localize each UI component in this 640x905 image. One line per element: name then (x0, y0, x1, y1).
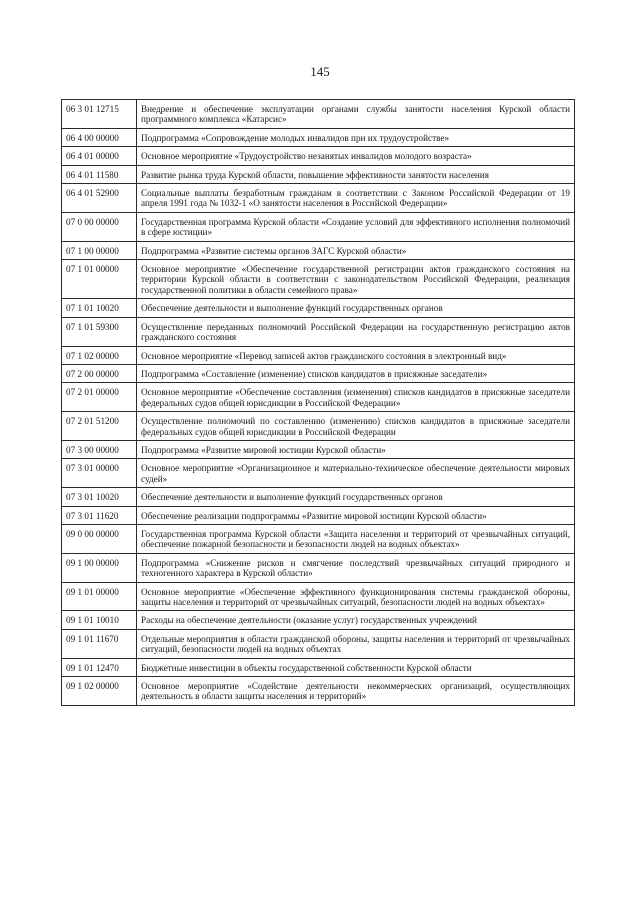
budget-code-cell: 07 1 02 00000 (62, 346, 137, 364)
budget-code-cell: 09 1 01 10010 (62, 611, 137, 629)
budget-code-cell: 09 1 01 12470 (62, 658, 137, 676)
budget-code-cell: 07 2 01 51200 (62, 412, 137, 441)
description-cell: Основное мероприятие «Обеспечение эффективного функционирования системы гражданской обороны, защиты населения и территорий от чрезвычайных ситуаций, безопасности людей на водных объектах» (137, 582, 575, 611)
description-cell: Социальные выплаты безработным гражданам в соответствии с Законом Российской Федерации от 19 апреля 1991 года № 1032-1 «О занятости населения в Российской Федерации» (137, 184, 575, 213)
table-row (62, 459, 575, 488)
table-row (62, 677, 575, 706)
budget-code-cell: 06 4 00 00000 (62, 128, 137, 146)
budget-code-cell: 06 3 01 12715 (62, 100, 137, 129)
description-cell: Отдельные мероприятия в области гражданской обороны, защиты населения и территорий от чрезвычайных ситуаций, безопасности людей на водных объектах (137, 629, 575, 658)
table-row (62, 128, 575, 146)
table-row (62, 346, 575, 364)
budget-code-cell: 07 1 00 00000 (62, 241, 137, 259)
budget-code-cell: 07 0 00 00000 (62, 212, 137, 241)
table-row (62, 100, 575, 129)
budget-code-cell: 09 1 01 00000 (62, 582, 137, 611)
description-cell: Основное мероприятие «Трудоустройство незанятых инвалидов молодого возраста» (137, 147, 575, 165)
description-cell: Подпрограмма «Составление (изменение) списков кандидатов в присяжные заседатели» (137, 364, 575, 382)
budget-code-cell: 07 3 01 00000 (62, 459, 137, 488)
budget-code-cell: 06 4 01 52900 (62, 184, 137, 213)
table-row (62, 147, 575, 165)
table-row (62, 582, 575, 611)
table-row (62, 611, 575, 629)
table-row (62, 440, 575, 458)
table-body (62, 100, 575, 706)
budget-code-table (61, 99, 575, 706)
budget-code-cell: 07 3 01 10020 (62, 488, 137, 506)
budget-code-cell: 09 1 01 11670 (62, 629, 137, 658)
budget-code-cell: 07 2 00 00000 (62, 364, 137, 382)
description-cell: Основное мероприятие «Содействие деятельности некоммерческих организаций, осуществляющих деятельность в области защиты населения и территорий» (137, 677, 575, 706)
description-cell: Расходы на обеспечение деятельности (оказание услуг) государственных учреждений (137, 611, 575, 629)
description-cell: Осуществление переданных полномочий Российской Федерации на государственную регистрацию актов гражданского состояния (137, 317, 575, 346)
table-row (62, 165, 575, 183)
budget-code-cell: 07 3 00 00000 (62, 440, 137, 458)
table-row (62, 241, 575, 259)
budget-code-cell: 09 1 02 00000 (62, 677, 137, 706)
budget-code-cell: 06 4 01 11580 (62, 165, 137, 183)
description-cell: Государственная программа Курской области «Создание условий для эффективного исполнения полномочий в сфере юстиции» (137, 212, 575, 241)
table-row (62, 364, 575, 382)
table-row (62, 629, 575, 658)
budget-code-cell: 07 1 01 10020 (62, 299, 137, 317)
description-cell: Основное мероприятие «Организационное и материально-техническое обеспечение деятельности мировых судей» (137, 459, 575, 488)
budget-code-cell: 07 1 01 00000 (62, 260, 137, 299)
description-cell: Основное мероприятие «Обеспечение составления (изменения) списков кандидатов в присяжные заседатели федеральных судов общей юрисдикции в Российской Федерации» (137, 383, 575, 412)
description-cell: Подпрограмма «Развитие системы органов ЗАГС Курской области» (137, 241, 575, 259)
budget-code-cell: 09 1 00 00000 (62, 553, 137, 582)
table-row (62, 299, 575, 317)
description-cell: Бюджетные инвестиции в объекты государственной собственности Курской области (137, 658, 575, 676)
table-row (62, 488, 575, 506)
description-cell: Подпрограмма «Снижение рисков и смягчение последствий чрезвычайных ситуаций природного и техногенного характера в Курской области» (137, 553, 575, 582)
table-row (62, 412, 575, 441)
budget-code-cell: 07 1 01 59300 (62, 317, 137, 346)
description-cell: Обеспечение реализации подпрограммы «Развитие мировой юстиции Курской области» (137, 506, 575, 524)
table-row (62, 212, 575, 241)
budget-code-cell: 07 3 01 11620 (62, 506, 137, 524)
description-cell: Обеспечение деятельности и выполнение функций государственных органов (137, 299, 575, 317)
description-cell: Основное мероприятие «Перевод записей актов гражданского состояния в электронный вид» (137, 346, 575, 364)
budget-code-cell: 09 0 00 00000 (62, 524, 137, 553)
description-cell: Основное мероприятие «Обеспечение государственной регистрации актов гражданского состояния на территории Курской области в соответствии с законодательством Российской Федерации, реализация государственной политики в области семейного права» (137, 260, 575, 299)
table-row (62, 506, 575, 524)
description-cell: Государственная программа Курской области «Защита населения и территорий от чрезвычайных ситуаций, обеспечение пожарной безопасности и безопасности людей на водных объектах» (137, 524, 575, 553)
budget-code-cell: 06 4 01 00000 (62, 147, 137, 165)
description-cell: Развитие рынка труда Курской области, повышение эффективности занятости населения (137, 165, 575, 183)
description-cell: Подпрограмма «Сопровождение молодых инвалидов при их трудоустройстве» (137, 128, 575, 146)
table-row (62, 184, 575, 213)
description-cell: Обеспечение деятельности и выполнение функций государственных органов (137, 488, 575, 506)
budget-code-cell: 07 2 01 00000 (62, 383, 137, 412)
description-cell: Внедрение и обеспечение эксплуатации органами службы занятости населения Курской области программного комплекса «Катарсис» (137, 100, 575, 129)
table-row (62, 260, 575, 299)
description-cell: Осуществление полномочий по составлению (изменению) списков кандидатов в присяжные заседатели федеральных судов общей юрисдикции в Российской Федерации (137, 412, 575, 441)
table-row (62, 383, 575, 412)
table-row (62, 658, 575, 676)
description-cell: Подпрограмма «Развитие мировой юстиции Курской области» (137, 440, 575, 458)
page-number: 145 (310, 64, 330, 79)
table-row (62, 317, 575, 346)
table-row (62, 553, 575, 582)
table-row (62, 524, 575, 553)
